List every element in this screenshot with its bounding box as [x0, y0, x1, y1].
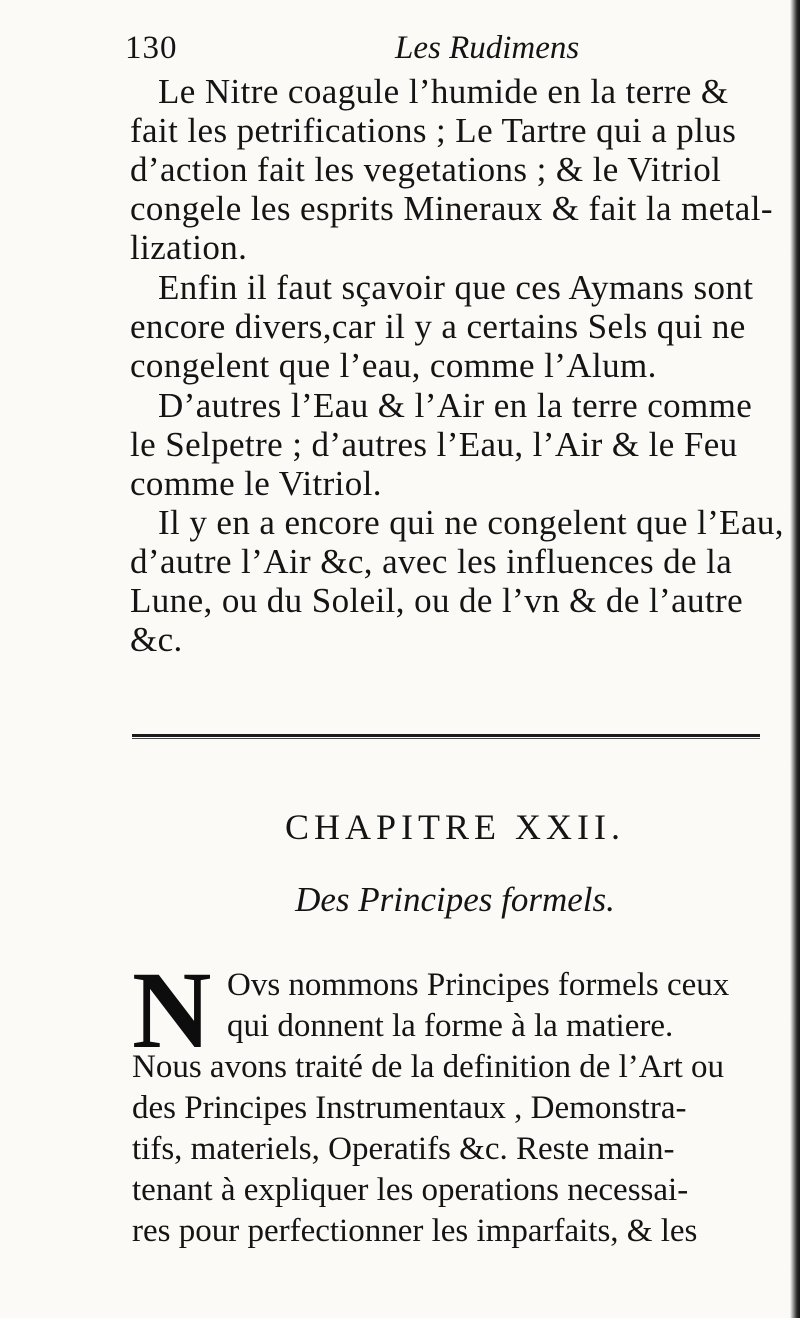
- page-header: [125, 30, 785, 78]
- paragraph-3: [130, 386, 790, 503]
- paragraph-4: [130, 503, 790, 659]
- text-line: d’action fait les vegetations ; & le Vitriol: [130, 150, 722, 189]
- text-line: congele les esprits Mineraux & fait la metal-: [130, 189, 773, 228]
- paragraph-1: [130, 72, 790, 267]
- text-line: Nous avons traité de la definition de l’Art ou: [132, 1049, 725, 1085]
- text-line: Le Nitre coagule l’humide en la terre &: [158, 72, 729, 111]
- text-line: des Principes Instrumentaux , Demonstra-: [132, 1090, 687, 1126]
- chapter-subtitle: Des Principes formels.: [295, 880, 615, 919]
- text-line: Il y en a encore qui ne congelent que l’Eau,: [158, 503, 784, 542]
- text-line: le Selpetre ; d’autres l’Eau, l’Air & le Feu: [130, 425, 738, 464]
- text-line: tenant à expliquer les operations necessai-: [132, 1172, 689, 1208]
- text-line: qui donnent la forme à la matiere.: [227, 1008, 674, 1044]
- text-line: congelent que l’eau, comme l’Alum.: [130, 346, 657, 385]
- text-line: D’autres l’Eau & l’Air en la terre comme: [158, 386, 753, 425]
- running-head: Les Rudimens: [395, 30, 580, 66]
- text-line: Ovs nommons Principes formels ceux: [227, 967, 730, 1003]
- chapter-title: CHAPITRE XXII.: [285, 807, 625, 847]
- divider-thin-line: [132, 738, 760, 739]
- text-line: tifs, materiels, Operatifs &c. Reste main-: [132, 1131, 675, 1167]
- page-number: 130: [125, 30, 178, 66]
- text-line: res pour perfectionner les imparfaits, & les: [132, 1213, 698, 1249]
- text-line: &c.: [130, 620, 183, 659]
- section-divider: [132, 734, 760, 740]
- text-line: fait les petrifications ; Le Tartre qui a plus: [130, 111, 737, 150]
- text-line: comme le Vitriol.: [130, 464, 382, 503]
- text-line: d’autre l’Air &c, avec les influences de la: [130, 542, 733, 581]
- text-line: Enfin il faut sçavoir que ces Aymans sont: [158, 268, 754, 307]
- text-line: lization.: [130, 228, 248, 267]
- divider-thick-line: [132, 734, 760, 737]
- drop-cap: N: [132, 949, 212, 1071]
- paragraph-2: [130, 268, 790, 385]
- text-line: Lune, ou du Soleil, ou de l’vn & de l’autre: [130, 581, 744, 620]
- text-line: encore divers,car il y a certains Sels qui ne: [130, 307, 746, 346]
- page-edge-shadow: [790, 0, 800, 1318]
- chapter-body: [132, 965, 787, 1252]
